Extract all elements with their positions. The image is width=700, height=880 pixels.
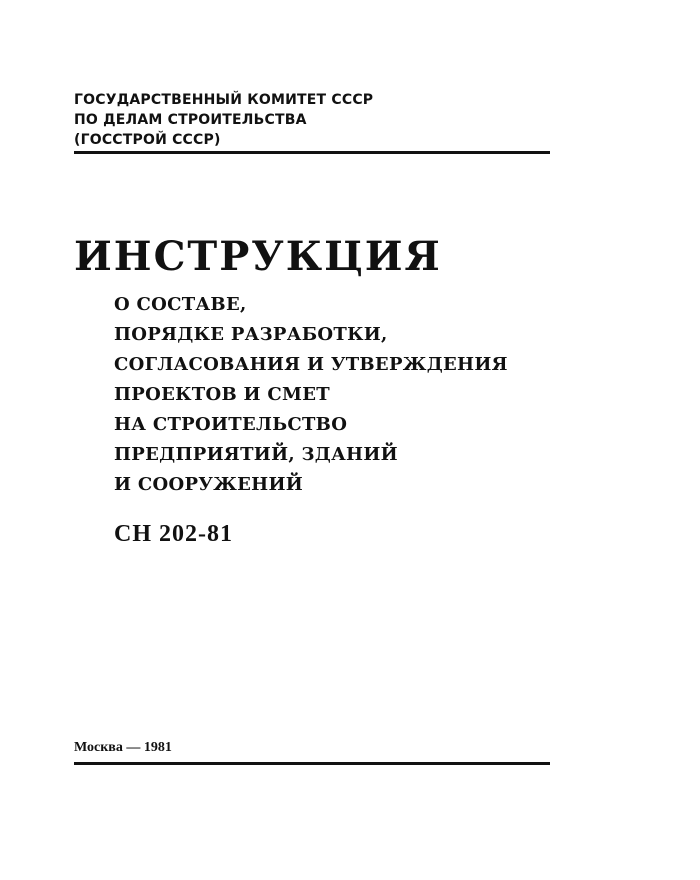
document-subtitle	[114, 290, 554, 500]
subtitle-line-5: НА СТРОИТЕЛЬСТВО	[114, 414, 348, 435]
subtitle-line-3: СОГЛАСОВАНИЯ И УТВЕРЖДЕНИЯ	[114, 354, 508, 375]
authority-line-2: ПО ДЕЛАМ СТРОИТЕЛЬСТВА	[74, 112, 307, 128]
subtitle-line-4: ПРОЕКТОВ И СМЕТ	[114, 384, 330, 405]
authority-line-3: (ГОССТРОЙ СССР)	[74, 132, 221, 148]
subtitle-line-7: И СООРУЖЕНИЙ	[114, 474, 304, 495]
subtitle-line-6: ПРЕДПРИЯТИЙ, ЗДАНИЙ	[114, 444, 398, 465]
issuing-authority	[74, 90, 554, 150]
subtitle-line-2: ПОРЯДКЕ РАЗРАБОТКИ,	[114, 324, 388, 345]
top-divider	[74, 151, 550, 154]
document-title: ИНСТРУКЦИЯ	[74, 233, 442, 280]
authority-line-1: ГОСУДАРСТВЕННЫЙ КОМИТЕТ СССР	[74, 92, 374, 108]
publication-imprint: Москва — 1981	[74, 740, 172, 755]
subtitle-line-1: О СОСТАВЕ,	[114, 294, 247, 315]
bottom-divider	[74, 762, 550, 765]
document-code: СН 202-81	[114, 521, 233, 547]
